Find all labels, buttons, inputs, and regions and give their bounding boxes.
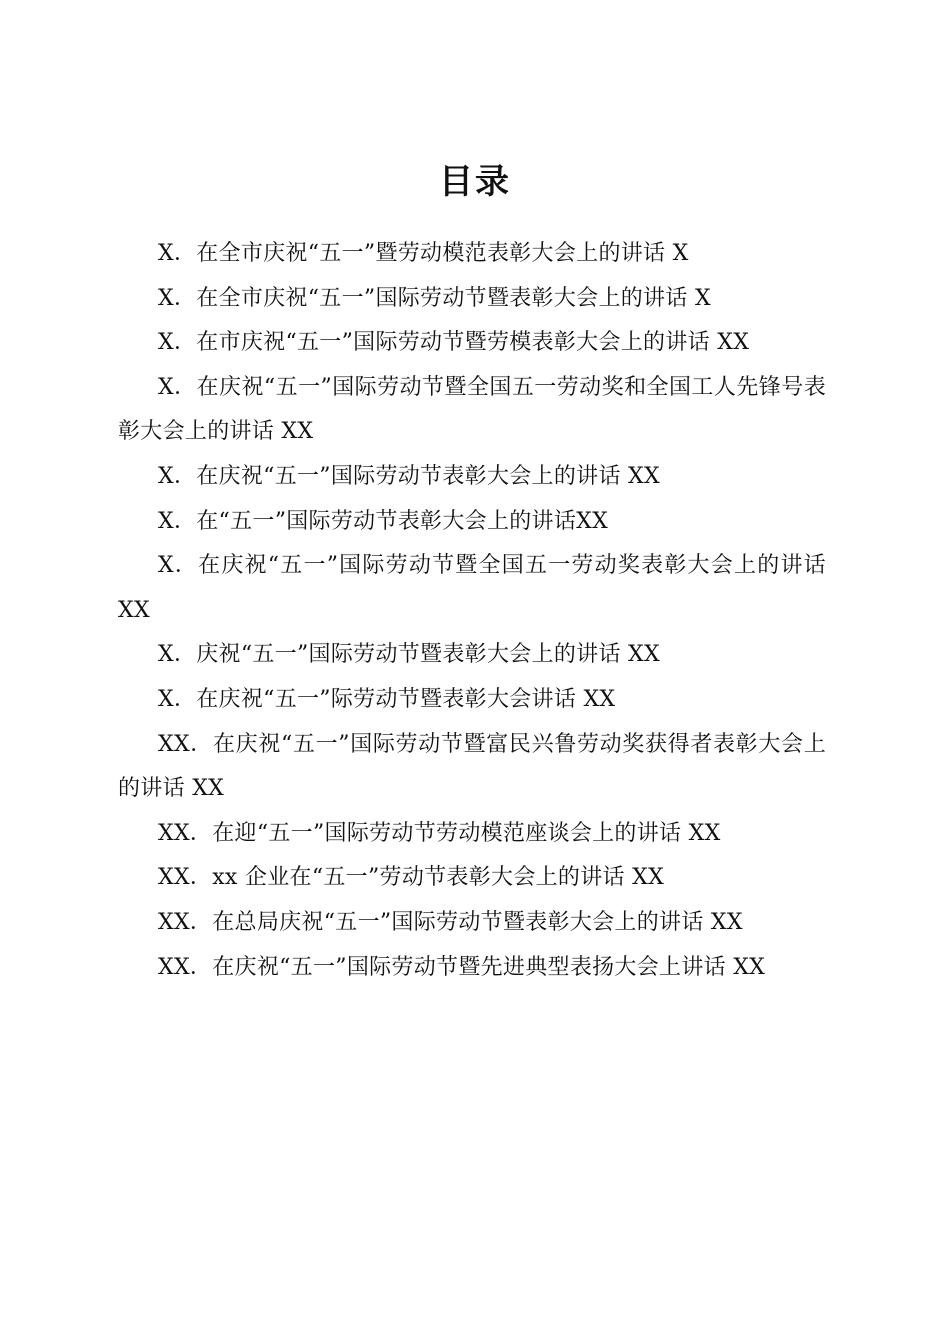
toc-entry: X．在庆祝“五一”国际劳动节表彰大会上的讲话 XX [158, 463, 660, 489]
toc-entry: X．在全市庆祝“五一”暨劳动模范表彰大会上的讲话 X [158, 241, 689, 266]
toc-entry: XX．xx 企业在“五一”劳动节表彰大会上的讲话 XX [158, 865, 665, 891]
toc-entry: X．在庆祝“五一”国际劳动节暨全国五一劳动奖表彰大会上的讲话 XX [118, 553, 826, 623]
toc-entry: XX．在迎“五一”国际劳动节劳动模范座谈会上的讲话 XX [158, 820, 721, 846]
toc-entry: X．在“五一”国际劳动节表彰大会上的讲话XX [158, 508, 609, 534]
toc-entry: X．在市庆祝“五一”国际劳动节暨劳模表彰大会上的讲话 XX [158, 330, 750, 356]
toc-entry: X．庆祝“五一”国际劳动节暨表彰大会上的讲话 XX [158, 642, 660, 668]
toc-entry: X．在庆祝“五一”国际劳动节暨全国五一劳动奖和全国工人先锋号表彰大会上的讲话 XX [118, 374, 826, 445]
toc-entry: X．在庆祝“五一”际劳动节暨表彰大会讲话 XX [158, 686, 616, 712]
toc-entry: XX．在庆祝“五一”国际劳动节暨先进典型表扬大会上讲话 XX [158, 954, 766, 980]
toc-entry: XX．在庆祝“五一”国际劳动节暨富民兴鲁劳动奖获得者表彰大会上的讲话 XX [118, 731, 826, 802]
table-of-contents [118, 232, 826, 990]
page-title: 目录 [439, 161, 511, 202]
toc-entry: XX．在总局庆祝“五一”国际劳动节暨表彰大会上的讲话 XX [158, 909, 743, 935]
toc-entry: X．在全市庆祝“五一”国际劳动节暨表彰大会上的讲话 X [158, 285, 711, 311]
